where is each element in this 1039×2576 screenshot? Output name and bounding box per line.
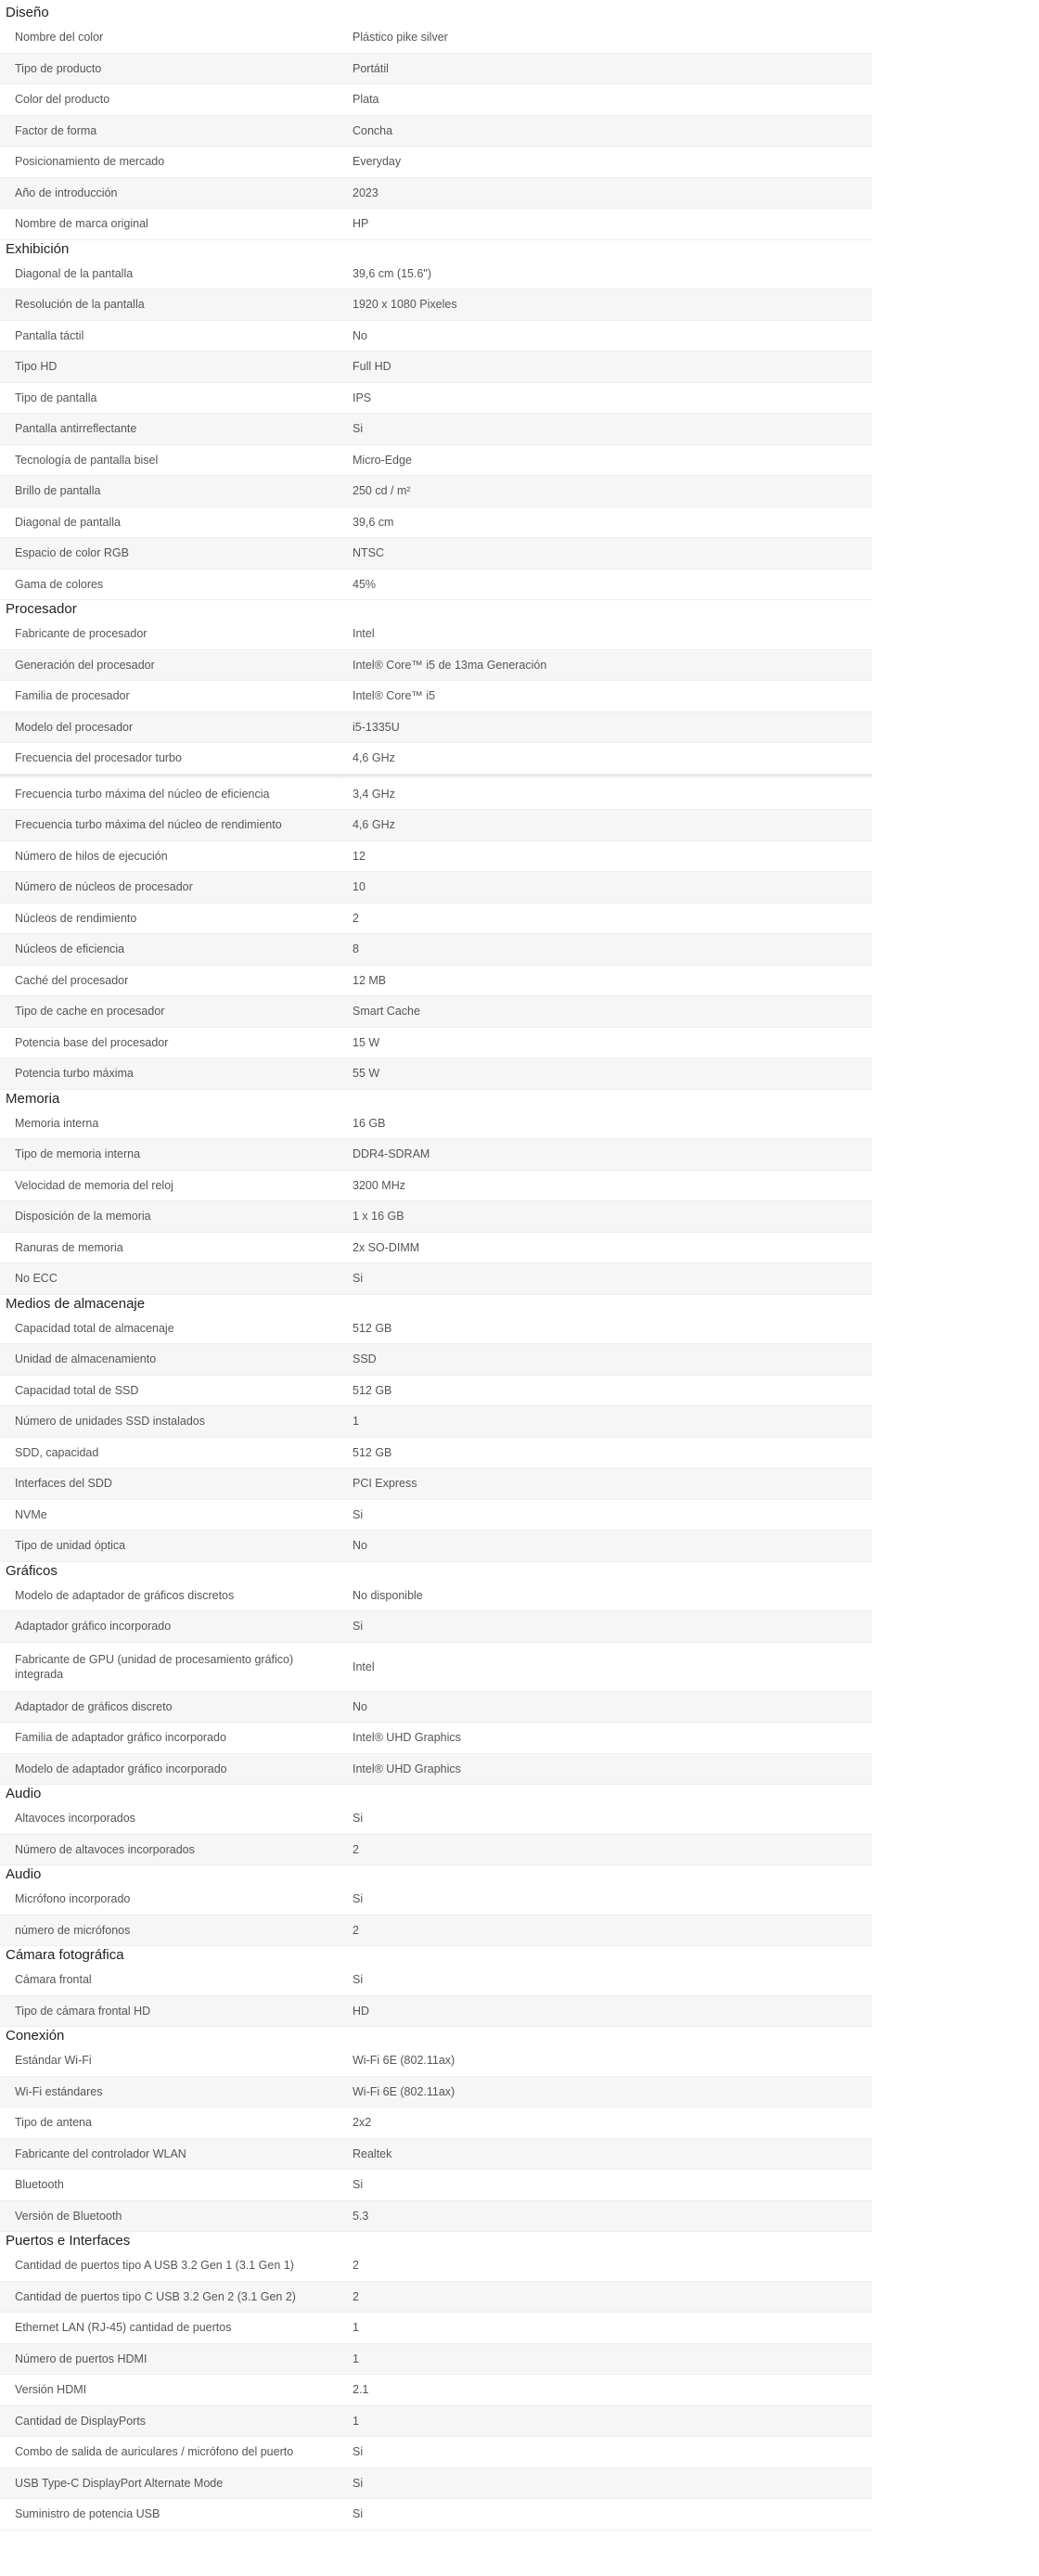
spec-value: 1 x 16 GB <box>353 1210 404 1224</box>
spec-row <box>0 712 872 744</box>
spec-label: Estándar Wi-Fi <box>15 2054 92 2068</box>
spec-value: Concha <box>353 123 393 137</box>
spec-value: 12 MB <box>353 973 387 987</box>
spec-label: Versión HDMI <box>15 2383 87 2397</box>
spec-row <box>0 1263 872 1295</box>
spec-value: Intel® Core™ i5 <box>353 689 436 703</box>
spec-value: 55 W <box>353 1067 380 1081</box>
spec-label: Número de hilos de ejecución <box>15 849 168 863</box>
spec-row <box>0 2139 872 2171</box>
spec-row <box>0 1201 872 1233</box>
spec-label: Caché del procesador <box>15 973 129 987</box>
spec-value: Plástico pike silver <box>353 31 448 45</box>
spec-row <box>0 1468 872 1500</box>
spec-table <box>0 1109 872 1295</box>
spec-value: Si <box>353 1812 364 1826</box>
spec-value: 45% <box>353 577 377 591</box>
spec-label: Factor de forma <box>15 123 97 137</box>
spec-row <box>0 22 872 54</box>
spec-label: Generación del procesador <box>15 658 155 672</box>
spec-row <box>0 1171 872 1202</box>
spec-row <box>0 2375 872 2406</box>
spec-row <box>0 352 872 383</box>
spec-label: Ranuras de memoria <box>15 1240 123 1254</box>
spec-label: Brillo de pantalla <box>15 484 101 498</box>
spec-label: Interfaces del SDD <box>15 1477 112 1491</box>
spec-label: Fabricante de GPU (unidad de procesamiento gráfico) integrada <box>15 1652 294 1681</box>
spec-value: Portátil <box>353 61 389 75</box>
spec-label: Tecnología de pantalla bisel <box>15 453 159 467</box>
spec-row <box>0 289 872 321</box>
spec-row <box>0 84 872 116</box>
spec-row <box>0 681 872 712</box>
spec-label: Tipo de cámara frontal HD <box>15 2004 151 2018</box>
spec-value: DDR4-SDRAM <box>353 1147 430 1161</box>
spec-row <box>0 1531 872 1562</box>
spec-value: 10 <box>353 880 366 894</box>
spec-table <box>0 1803 872 1865</box>
spec-value: Smart Cache <box>353 1005 420 1019</box>
spec-label: Capacidad total de almacenaje <box>15 1321 174 1335</box>
spec-value: IPS <box>353 391 372 404</box>
spec-label: Diagonal de pantalla <box>15 515 121 529</box>
spec-row <box>0 2170 872 2201</box>
spec-label: Unidad de almacenamiento <box>15 1352 157 1366</box>
spec-label: Wi-Fi estándares <box>15 2084 103 2098</box>
spec-label: Pantalla antirreflectante <box>15 422 137 436</box>
spec-row <box>0 1916 872 1947</box>
section-title: Gráficos <box>6 1562 58 1579</box>
spec-label: Tipo de cache en procesador <box>15 1005 165 1019</box>
spec-table <box>0 259 872 601</box>
spec-row <box>0 2108 872 2139</box>
spec-row <box>0 619 872 650</box>
section-title: Conexión <box>6 2028 65 2044</box>
spec-table <box>0 1314 872 1562</box>
section-title: Exhibición <box>6 240 70 257</box>
spec-row <box>0 1500 872 1532</box>
spec-label: Frecuencia turbo máxima del núcleo de eficiencia <box>15 787 270 801</box>
spec-label: Suministro de potencia USB <box>15 2507 160 2521</box>
spec-value: Si <box>353 1272 364 1286</box>
spec-row <box>0 383 872 415</box>
spec-value: 2 <box>353 1842 359 1856</box>
spec-row <box>0 414 872 445</box>
spec-label: Familia de adaptador gráfico incorporado <box>15 1731 226 1745</box>
spec-table <box>0 2250 872 2531</box>
spec-value: 8 <box>353 942 359 956</box>
spec-row <box>0 1723 872 1754</box>
spec-row <box>0 2313 872 2344</box>
section-title: Medios de almacenaje <box>6 1295 146 1312</box>
spec-row <box>0 2045 872 2077</box>
spec-row <box>0 570 872 601</box>
spec-value: 2 <box>353 1923 359 1937</box>
spec-section <box>0 1562 872 1786</box>
spec-row <box>0 259 872 290</box>
spec-label: Modelo de adaptador gráfico incorporado <box>15 1762 227 1775</box>
spec-value: Si <box>353 2476 364 2490</box>
spec-label: Memoria interna <box>15 1116 99 1130</box>
spec-label: Número de altavoces incorporados <box>15 1842 195 1856</box>
spec-row <box>0 1109 872 1140</box>
spec-table <box>0 22 872 240</box>
spec-label: Potencia turbo máxima <box>15 1067 134 1081</box>
section-title: Audio <box>6 1786 42 1801</box>
spec-value: Si <box>353 2178 364 2192</box>
spec-value: PCI Express <box>353 1477 417 1491</box>
spec-value: Intel® Core™ i5 de 13ma Generación <box>353 658 547 672</box>
spec-value: No <box>353 328 367 342</box>
spec-label: Versión de Bluetooth <box>15 2209 122 2223</box>
spec-value: Si <box>353 2445 364 2459</box>
spec-value: 2x2 <box>353 2116 372 2130</box>
spec-label: USB Type-C DisplayPort Alternate Mode <box>15 2476 224 2490</box>
spec-value: 3,4 GHz <box>353 787 395 801</box>
spec-label: Núcleos de rendimiento <box>15 911 137 925</box>
spec-label: Cantidad de puertos tipo C USB 3.2 Gen 2 (3.1 Gen 2) <box>15 2289 296 2303</box>
spec-row <box>0 54 872 85</box>
spec-value: 512 GB <box>353 1445 392 1459</box>
spec-label: Resolución de la pantalla <box>15 298 145 312</box>
spec-value: Intel <box>353 1660 375 1673</box>
spec-label: No ECC <box>15 1272 58 1286</box>
spec-label: Fabricante del controlador WLAN <box>15 2147 186 2160</box>
spec-row <box>0 872 872 904</box>
spec-value: Micro-Edge <box>353 453 412 467</box>
spec-value: Si <box>353 422 364 436</box>
spec-value: Wi-Fi 6E (802.11ax) <box>353 2084 455 2098</box>
spec-row <box>0 1344 872 1376</box>
spec-label: Cámara frontal <box>15 1973 92 1987</box>
spec-section <box>0 2027 872 2232</box>
spec-label: Adaptador gráfico incorporado <box>15 1620 172 1634</box>
section-title: Puertos e Interfaces <box>6 2233 131 2249</box>
section-title: Audio <box>6 1866 42 1882</box>
spec-label: Ethernet LAN (RJ-45) cantidad de puertos <box>15 2321 232 2335</box>
spec-label: Cantidad de DisplayPorts <box>15 2414 147 2428</box>
spec-label: SDD, capacidad <box>15 1445 99 1459</box>
spec-row <box>0 1803 872 1835</box>
spec-value: 39,6 cm (15.6") <box>353 266 432 280</box>
spec-row <box>0 1835 872 1866</box>
spec-row <box>0 841 872 873</box>
spec-label: Capacidad total de SSD <box>15 1383 139 1397</box>
spec-value: Si <box>353 2507 364 2521</box>
spec-label: Modelo del procesador <box>15 720 134 734</box>
section-title: Diseño <box>6 5 49 20</box>
spec-value: Intel <box>353 627 375 641</box>
spec-section <box>0 4 872 240</box>
section-title: Memoria <box>6 1090 60 1107</box>
spec-row <box>0 743 872 775</box>
spec-label: Año de introducción <box>15 186 118 199</box>
spec-row <box>0 2077 872 2108</box>
spec-value: 250 cd / m² <box>353 484 411 498</box>
spec-value: Intel® UHD Graphics <box>353 1731 461 1745</box>
spec-row <box>0 2282 872 2313</box>
spec-label: Tipo de unidad óptica <box>15 1539 126 1553</box>
spec-label: Cantidad de puertos tipo A USB 3.2 Gen 1 (3.1 Gen 1) <box>15 2259 294 2273</box>
spec-label: Potencia base del procesador <box>15 1035 169 1049</box>
spec-row <box>0 178 872 210</box>
spec-section <box>0 1295 872 1562</box>
spec-value: SSD <box>353 1352 377 1366</box>
spec-label: Número de unidades SSD instalados <box>15 1415 205 1429</box>
spec-label: Núcleos de eficiencia <box>15 942 125 956</box>
spec-row <box>0 1139 872 1171</box>
spec-value: Wi-Fi 6E (802.11ax) <box>353 2054 455 2068</box>
spec-label: Disposición de la memoria <box>15 1210 151 1224</box>
spec-row <box>0 538 872 570</box>
spec-value: No disponible <box>353 1588 423 1602</box>
spec-row <box>0 934 872 966</box>
spec-value: 16 GB <box>353 1116 386 1130</box>
spec-value: 2023 <box>353 186 378 199</box>
spec-row <box>0 321 872 352</box>
spec-label: Bluetooth <box>15 2178 64 2192</box>
spec-row <box>0 1314 872 1345</box>
spec-label: Fabricante de procesador <box>15 627 148 641</box>
spec-row <box>0 966 872 997</box>
spec-table <box>0 1884 872 1946</box>
spec-label: Micrófono incorporado <box>15 1892 131 1906</box>
spec-section <box>0 1785 872 1865</box>
spec-table <box>0 2045 872 2232</box>
spec-row <box>0 1406 872 1438</box>
spec-row <box>0 2499 872 2531</box>
spec-value: HP <box>353 217 369 231</box>
spec-section <box>0 1946 872 2027</box>
spec-row <box>0 904 872 935</box>
spec-row <box>0 2250 872 2282</box>
spec-value: 5.3 <box>353 2209 369 2223</box>
spec-section <box>0 1090 872 1295</box>
spec-value: 2.1 <box>353 2383 369 2397</box>
spec-label: Espacio de color RGB <box>15 546 129 560</box>
spec-label: Diagonal de la pantalla <box>15 266 134 280</box>
spec-row <box>0 1058 872 1090</box>
spec-row <box>0 1233 872 1264</box>
spec-row <box>0 1376 872 1407</box>
spec-row <box>0 147 872 178</box>
spec-label: número de micrófonos <box>15 1923 131 1937</box>
spec-value: 12 <box>353 849 366 863</box>
spec-label: Nombre de marca original <box>15 217 148 231</box>
spec-section <box>0 1865 872 1946</box>
spec-label: Número de puertos HDMI <box>15 2352 148 2365</box>
spec-label: Pantalla táctil <box>15 328 84 342</box>
spec-row <box>0 2437 872 2468</box>
spec-value: Intel® UHD Graphics <box>353 1762 461 1775</box>
spec-label: Tipo de memoria interna <box>15 1147 141 1161</box>
spec-value: 4,6 GHz <box>353 751 395 765</box>
spec-value: No <box>353 1539 367 1553</box>
spec-value: 1920 x 1080 Pixeles <box>353 298 457 312</box>
spec-label: Combo de salida de auriculares / micrófono del puerto <box>15 2445 294 2459</box>
spec-row <box>0 1438 872 1469</box>
spec-value: NTSC <box>353 546 385 560</box>
spec-value: 1 <box>353 2352 359 2365</box>
spec-value: HD <box>353 2004 370 2018</box>
spec-value: 2x SO-DIMM <box>353 1240 420 1254</box>
spec-value: Everyday <box>353 155 402 169</box>
spec-row <box>0 1581 872 1612</box>
spec-row <box>0 1611 872 1643</box>
spec-row <box>0 507 872 539</box>
spec-value: Si <box>353 1973 364 1987</box>
spec-row <box>0 1754 872 1786</box>
spec-section <box>0 240 872 601</box>
spec-row <box>0 650 872 682</box>
spec-table <box>0 619 872 1090</box>
spec-value: Si <box>353 1620 364 1634</box>
spec-row <box>0 1884 872 1916</box>
spec-value: Si <box>353 1892 364 1906</box>
section-title: Procesador <box>6 601 77 617</box>
spec-label: Frecuencia turbo máxima del núcleo de rendimiento <box>15 818 282 832</box>
spec-label: Altavoces incorporados <box>15 1812 135 1826</box>
spec-row <box>0 1965 872 1996</box>
spec-value: 1 <box>353 2321 359 2335</box>
spec-row <box>0 2406 872 2438</box>
spec-row <box>0 209 872 240</box>
spec-row <box>0 2201 872 2233</box>
spec-value: 4,6 GHz <box>353 818 395 832</box>
spec-row <box>0 2468 872 2500</box>
spec-row <box>0 996 872 1028</box>
spec-label: Número de núcleos de procesador <box>15 880 193 894</box>
spec-label: Tipo de producto <box>15 61 102 75</box>
spec-label: Gama de colores <box>15 577 104 591</box>
spec-value: 3200 MHz <box>353 1178 405 1192</box>
spec-value: Full HD <box>353 360 391 374</box>
spec-value: Si <box>353 1507 364 1521</box>
spec-value: Plata <box>353 93 379 107</box>
spec-value: 39,6 cm <box>353 515 394 529</box>
spec-value: 2 <box>353 2289 359 2303</box>
section-title: Cámara fotográfica <box>6 1947 124 1963</box>
spec-row <box>0 476 872 507</box>
spec-label: Tipo de pantalla <box>15 391 97 404</box>
spec-value: 2 <box>353 911 359 925</box>
spec-label: Nombre del color <box>15 31 104 45</box>
spec-label: NVMe <box>15 1507 47 1521</box>
spec-row <box>0 445 872 477</box>
spec-value: 2 <box>353 2259 359 2273</box>
spec-table <box>0 1965 872 2027</box>
spec-table <box>0 1581 872 1786</box>
spec-row <box>0 2344 872 2376</box>
spec-value: 15 W <box>353 1035 380 1049</box>
spec-row <box>0 1643 872 1692</box>
spec-label: Color del producto <box>15 93 110 107</box>
spec-label: Velocidad de memoria del reloj <box>15 1178 173 1192</box>
spec-row <box>0 779 872 811</box>
spec-section <box>0 600 872 1090</box>
spec-label: Modelo de adaptador de gráficos discretos <box>15 1588 235 1602</box>
spec-row <box>0 810 872 841</box>
spec-section <box>0 2232 872 2531</box>
spec-row <box>0 1692 872 1724</box>
spec-value: 1 <box>353 1415 359 1429</box>
spec-label: Posicionamiento de mercado <box>15 155 165 169</box>
spec-label: Frecuencia del procesador turbo <box>15 751 182 765</box>
spec-value: Realtek <box>353 2147 392 2160</box>
spec-value: i5-1335U <box>353 720 400 734</box>
spec-label: Familia de procesador <box>15 689 130 703</box>
spec-value: 512 GB <box>353 1321 392 1335</box>
spec-value: 512 GB <box>353 1383 392 1397</box>
spec-row <box>0 1028 872 1059</box>
spec-value: 1 <box>353 2414 359 2428</box>
spec-row <box>0 1996 872 2028</box>
spec-value: No <box>353 1699 367 1713</box>
spec-row <box>0 116 872 147</box>
spec-label: Tipo HD <box>15 360 58 374</box>
spec-label: Adaptador de gráficos discreto <box>15 1699 173 1713</box>
spec-label: Tipo de antena <box>15 2116 92 2130</box>
